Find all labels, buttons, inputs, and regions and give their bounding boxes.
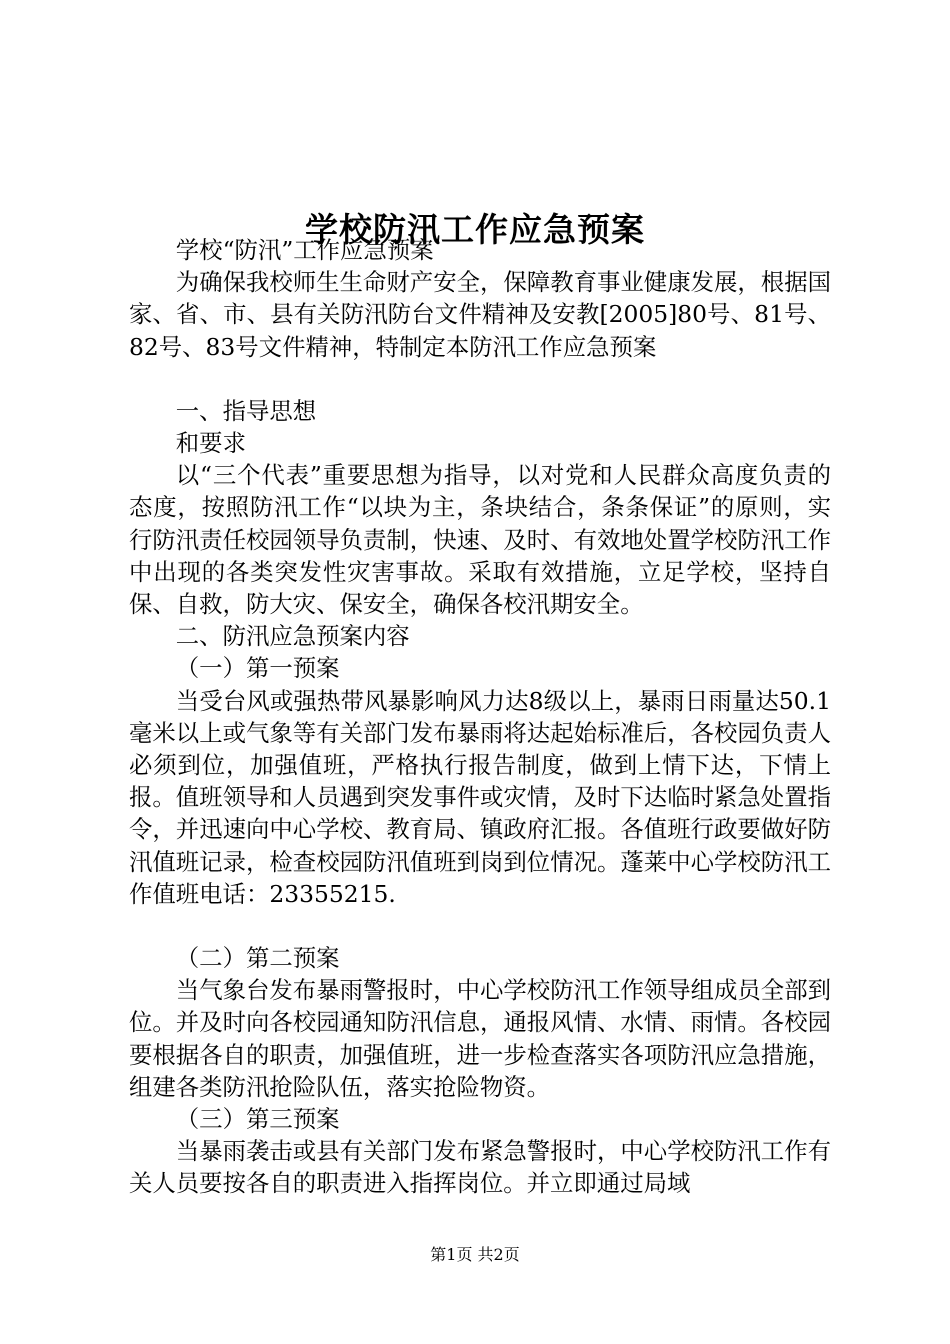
subsection-heading-first-plan: （一）第一预案 bbox=[175, 654, 340, 683]
section-heading-continued: 和要求 bbox=[175, 429, 246, 458]
paragraph-first-plan: 当受台风或强热带风暴影响风力达8级以上，暴雨日雨量达50.1毫米以上或气象等有关部门发布暴雨将达起始标准后，各校园负责人必须到位，加强值班，严格执行报告制度，做到上情下达，下情上报。值班领导和人员遇到突发事件或灾情，及时下达临时紧急处置指令，并迅速向中心学校、教育局、镇政府汇报。各值班行政要做好防汛值班记录，检查校园防汛值班到岗到位情况。蓬莱中心学校防汛工作值班电话：23355215. bbox=[129, 686, 831, 908]
section-heading-guiding-ideology: 一、指导思想 bbox=[175, 396, 317, 425]
paragraph-purpose: 为确保我校师生生命财产安全，保障教育事业健康发展，根据国家、省、市、县有关防汛防台文件精神及安教[2005]80号、81号、82号、83号文件精神，特制定本防汛工作应急预案 bbox=[129, 268, 831, 361]
subsection-heading-second-plan: （二）第二预案 bbox=[175, 944, 340, 973]
document-title: 学校防汛工作应急预案 bbox=[305, 210, 645, 250]
section-heading-plan-content: 二、防汛应急预案内容 bbox=[175, 622, 410, 651]
document-body bbox=[129, 234, 831, 1200]
subsection-heading-third-plan: （三）第三预案 bbox=[175, 1105, 340, 1134]
paragraph-guiding-ideology: 以“三个代表”重要思想为指导，以对党和人民群众高度负责的态度，按照防汛工作“以块为主，条块结合，条条保证”的原则，实行防汛责任校园领导负责制，快速、及时、有效地处置学校防汛工作中出现的各类突发性灾害事故。采取有效措施，立足学校，坚持自保、自救，防大灾、保安全，确保各校汛期安全。 bbox=[129, 461, 831, 619]
paragraph-second-plan: 当气象台发布暴雨警报时，中心学校防汛工作领导组成员全部到位。并及时向各校园通知防汛信息，通报风情、水情、雨情。各校园要根据各自的职责，加强值班，进一步检查落实各项防汛应急措施，组建各类防汛抢险队伍，落实抢险物资。 bbox=[129, 976, 831, 1101]
paragraph-third-plan: 当暴雨袭击或县有关部门发布紧急警报时，中心学校防汛工作有关人员要按各自的职责进入指挥岗位。并立即通过局域 bbox=[129, 1137, 831, 1198]
paragraph-subtitle: 学校“防汛”工作应急预案 bbox=[175, 236, 434, 264]
page-number-footer: 第1页 共2页 bbox=[430, 1245, 520, 1264]
